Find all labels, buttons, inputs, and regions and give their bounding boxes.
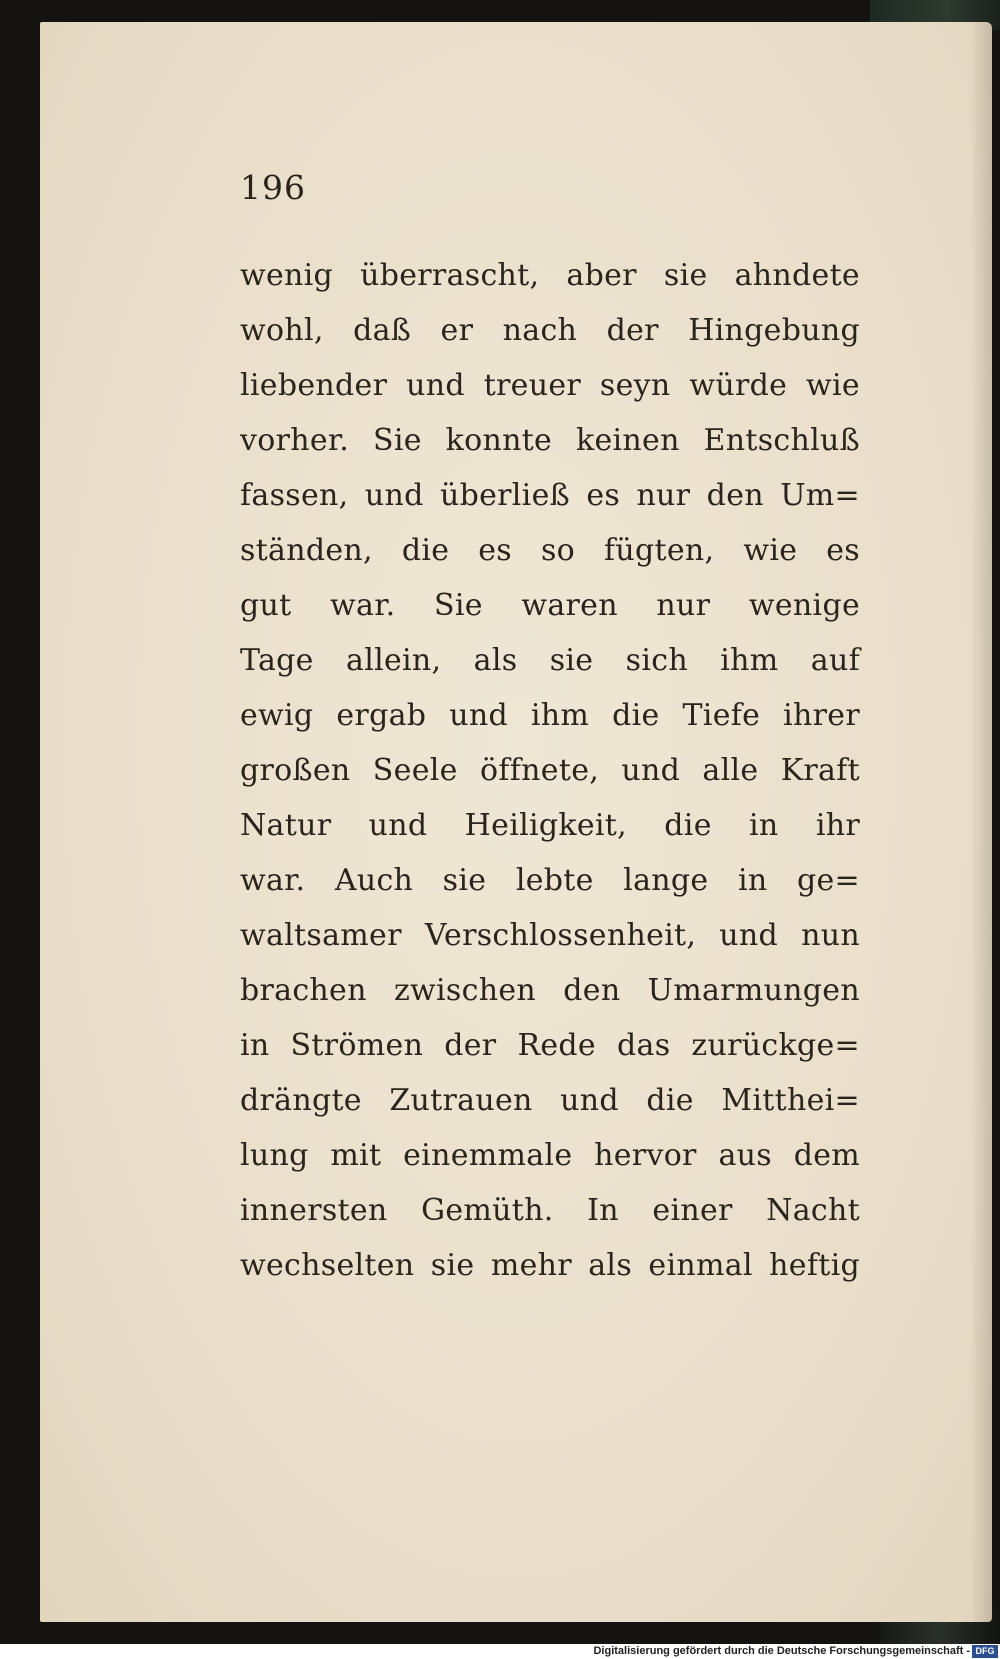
text-line: ständen, die es so fügten, wie es bbox=[240, 533, 860, 568]
dfg-logo: DFG bbox=[972, 1645, 998, 1658]
text-line: lung mit einemmale hervor aus dem bbox=[240, 1138, 860, 1173]
footer-bar bbox=[0, 1644, 1000, 1659]
text-line: liebender und treuer seyn würde wie bbox=[240, 368, 860, 403]
text-line: großen Seele öffnete, und alle Kraft bbox=[240, 753, 860, 788]
text-line: wohl, daß er nach der Hingebung bbox=[240, 313, 860, 348]
text-line: fassen, und überließ es nur den Um= bbox=[240, 478, 860, 513]
funding-credit: Digitalisierung gefördert durch die Deutsche Forschungsgemeinschaft - bbox=[593, 1645, 970, 1657]
text-line: in Strömen der Rede das zurückge= bbox=[240, 1028, 860, 1063]
page-number: 196 bbox=[240, 168, 306, 207]
text-line: innersten Gemüth. In einer Nacht bbox=[240, 1193, 860, 1228]
text-line: wechselten sie mehr als einmal heftig bbox=[240, 1248, 860, 1283]
text-line: drängte Zutrauen und die Mitthei= bbox=[240, 1083, 860, 1118]
text-line: Natur und Heiligkeit, die in ihr bbox=[240, 808, 860, 843]
text-line: war. Auch sie lebte lange in ge= bbox=[240, 863, 860, 898]
text-line: waltsamer Verschlossenheit, und nun bbox=[240, 918, 860, 953]
text-line: Tage allein, als sie sich ihm auf bbox=[240, 643, 860, 678]
text-line: gut war. Sie waren nur wenige bbox=[240, 588, 860, 623]
text-line: vorher. Sie konnte keinen Entschluß bbox=[240, 423, 860, 458]
page-body-text bbox=[240, 248, 860, 1293]
text-line: brachen zwischen den Umarmungen bbox=[240, 973, 860, 1008]
page-gutter-shadow bbox=[970, 22, 992, 1622]
text-line: ewig ergab und ihm die Tiefe ihrer bbox=[240, 698, 860, 733]
text-line: wenig überrascht, aber sie ahndete bbox=[240, 258, 860, 293]
